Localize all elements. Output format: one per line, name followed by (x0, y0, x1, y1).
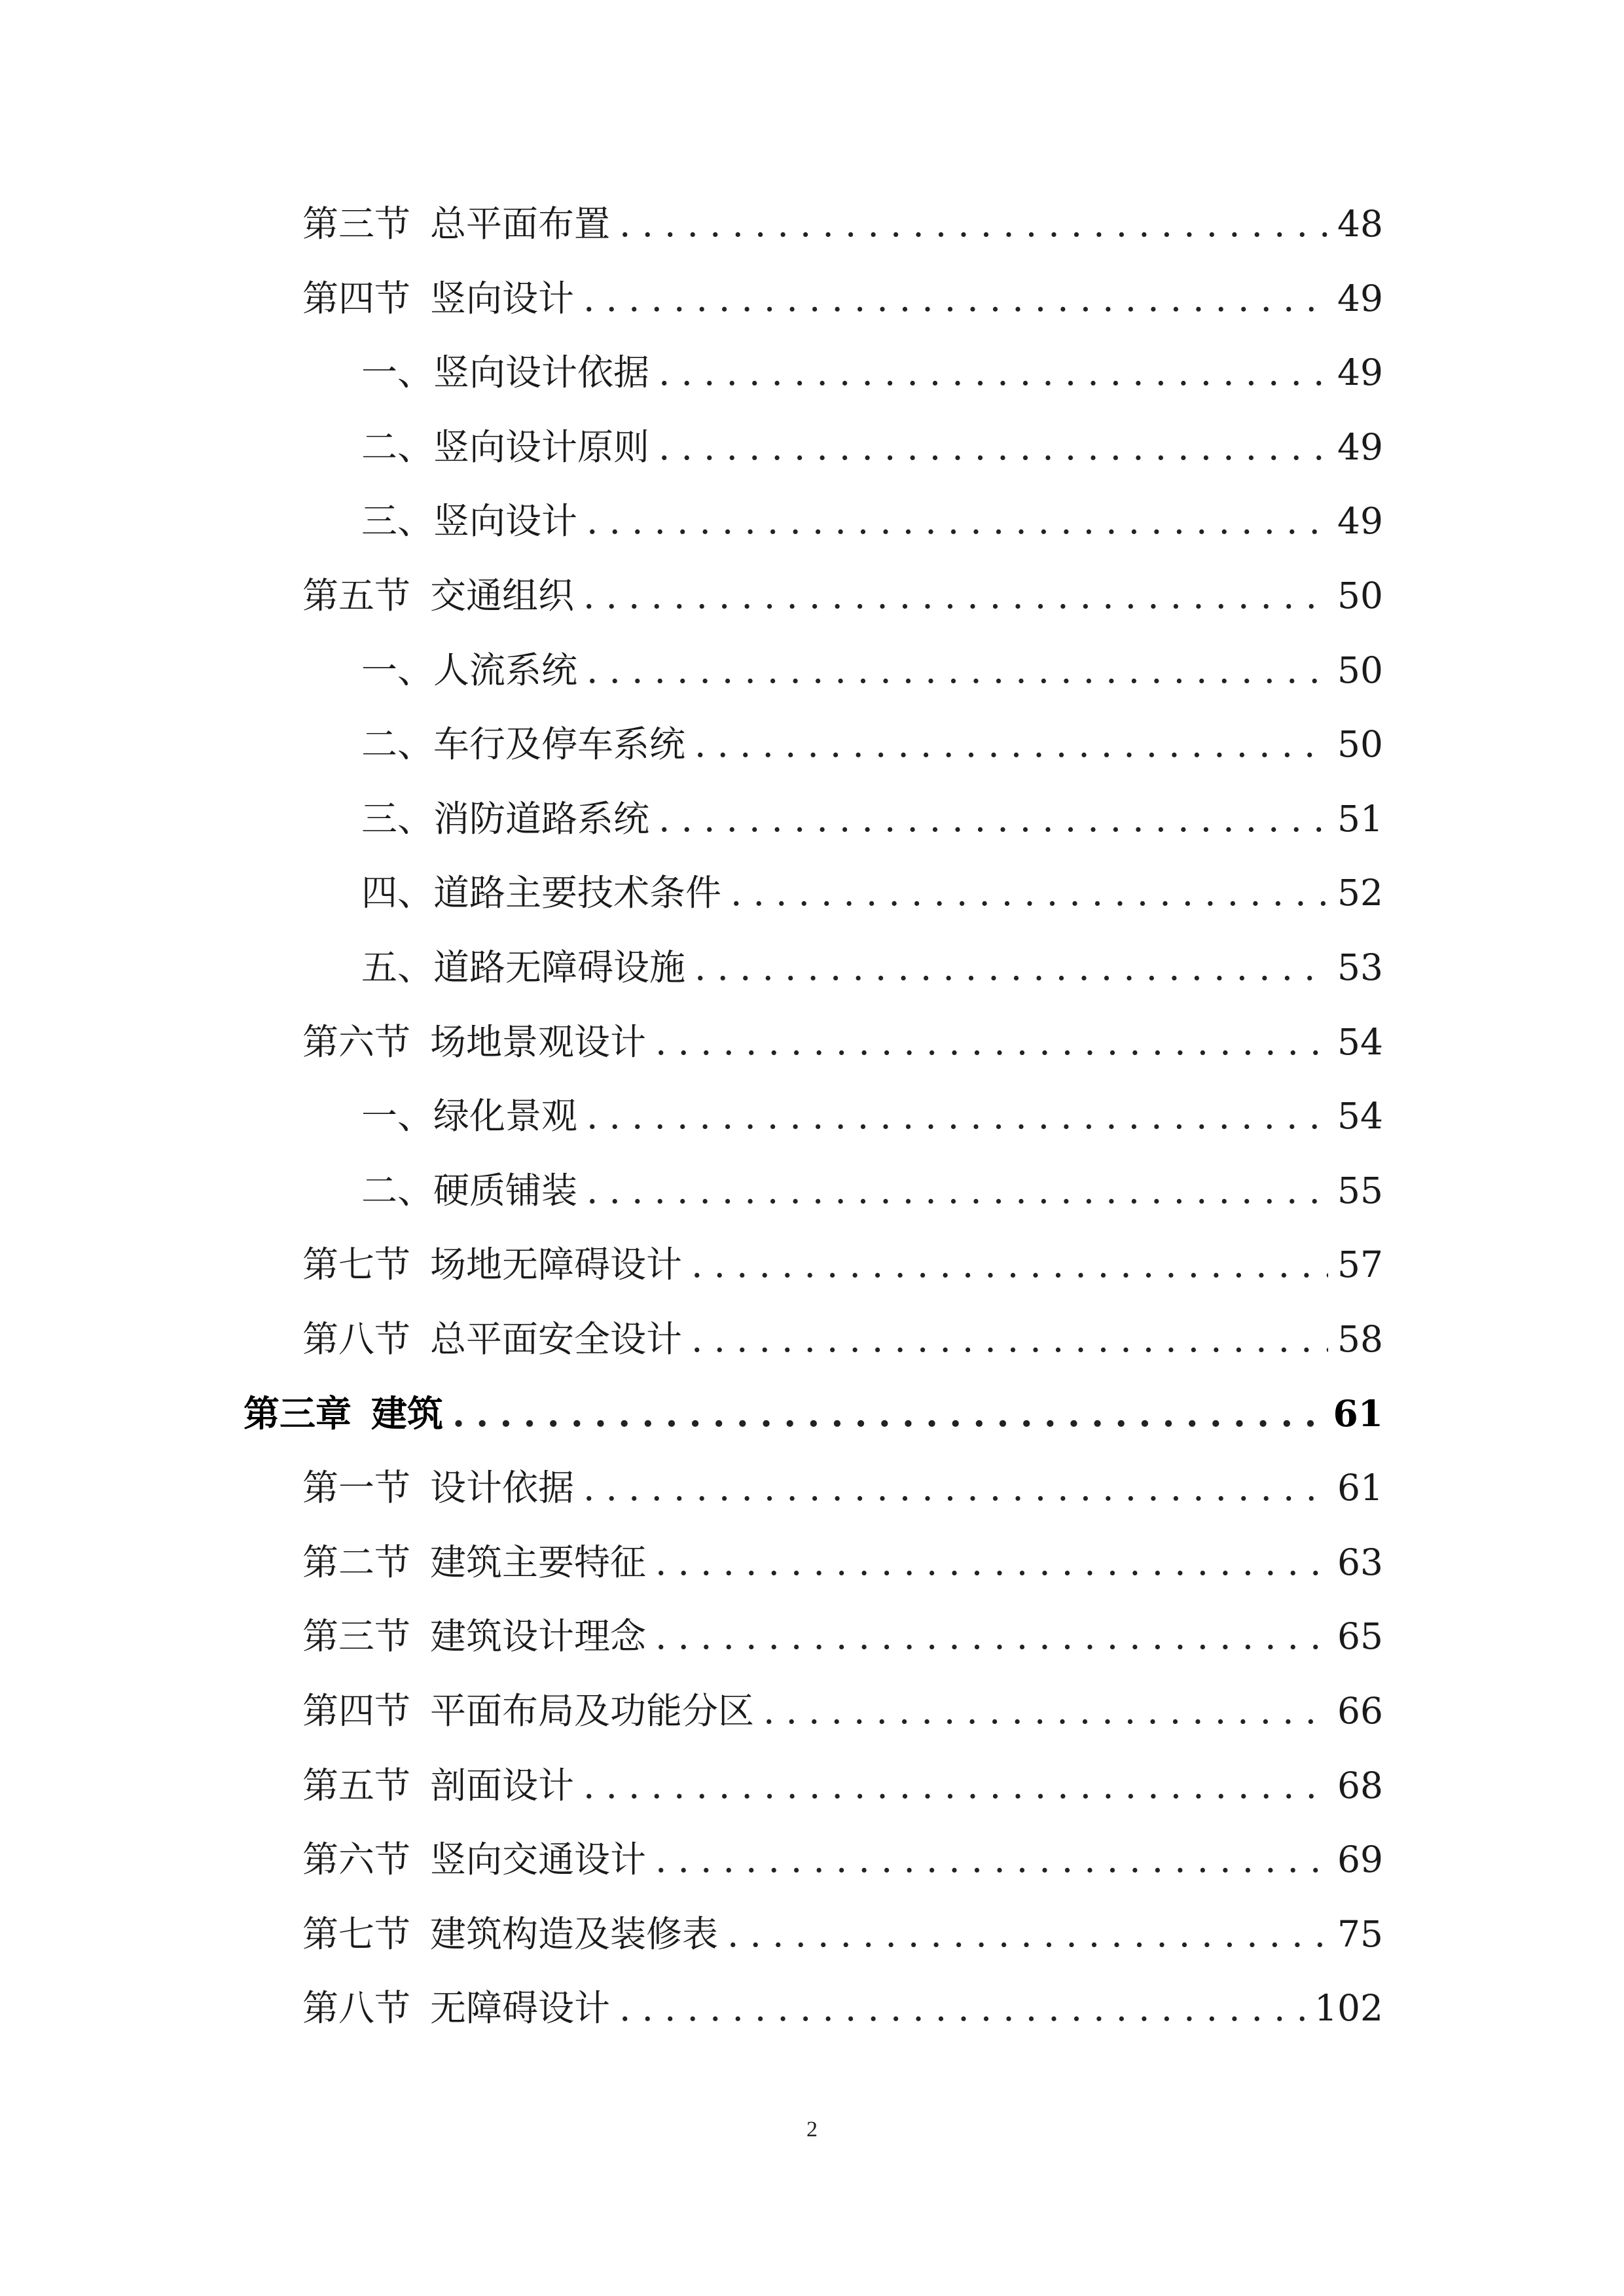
dot-leader (727, 1908, 1328, 1960)
toc-entry-title: 一、人流系统 (361, 649, 578, 691)
toc-entry[interactable] (302, 569, 1383, 622)
dot-leader (619, 198, 1328, 250)
toc-entry-title: 总平面布置 (430, 203, 611, 245)
toc-entry-title: 场地景观设计 (430, 1020, 647, 1063)
toc-entry-number: 第三节 (302, 203, 411, 245)
dot-leader (583, 272, 1328, 325)
toc-entry[interactable] (361, 644, 1383, 696)
toc-entry-label (361, 867, 721, 919)
toc-entry-label (361, 421, 649, 473)
toc-entry-number: 第七节 (302, 1244, 411, 1286)
dot-leader (586, 644, 1328, 696)
toc-entry[interactable] (361, 941, 1383, 994)
toc-entry-page: 53 (1337, 946, 1383, 988)
dot-leader (583, 1759, 1328, 1812)
toc-entry-page: 61 (1337, 1467, 1383, 1509)
toc-entry[interactable] (361, 718, 1383, 770)
dot-leader (619, 1982, 1305, 2034)
toc-entry-title: 建筑设计理念 (430, 1615, 647, 1658)
toc-entry[interactable] (302, 1462, 1383, 1514)
toc-entry[interactable] (361, 1090, 1383, 1142)
toc-entry-label (302, 198, 610, 250)
toc-entry-label (302, 1016, 646, 1068)
toc-entry-page: 68 (1337, 1764, 1383, 1806)
toc-entry-page: 50 (1337, 723, 1383, 766)
toc-entry[interactable] (361, 495, 1383, 547)
toc-entry-page: 63 (1337, 1541, 1383, 1583)
toc-entry-number: 第一节 (302, 1467, 411, 1509)
toc-entry-title: 无障碍设计 (430, 1987, 611, 2030)
dot-leader (583, 569, 1328, 622)
toc-entry-page: 54 (1337, 1020, 1383, 1063)
toc-entry-label (302, 272, 574, 325)
toc-entry[interactable] (302, 272, 1383, 325)
dot-leader (763, 1685, 1328, 1737)
dot-leader (731, 867, 1328, 919)
toc-entry[interactable] (302, 1313, 1383, 1365)
toc-entry-label (302, 1536, 646, 1588)
toc-entry-number: 第二节 (302, 1541, 411, 1583)
toc-entry-number: 第四节 (302, 1690, 411, 1732)
toc-entry-page: 54 (1337, 1095, 1383, 1138)
dot-leader (659, 793, 1328, 845)
toc-entry-label (361, 1164, 577, 1217)
toc-entry-page: 49 (1337, 351, 1383, 394)
toc-entry-number: 第六节 (302, 1020, 411, 1063)
toc-entry-page: 49 (1337, 500, 1383, 543)
toc-entry[interactable] (361, 346, 1383, 399)
toc-entry-title: 剖面设计 (430, 1764, 575, 1806)
toc-entry-label (361, 941, 685, 994)
dot-leader (655, 1016, 1328, 1068)
toc-entry-number: 第八节 (302, 1987, 411, 2030)
toc-entry-label (361, 1090, 577, 1142)
toc-entry-label (361, 495, 577, 547)
toc-entry-label (302, 1610, 646, 1662)
toc-entry-page: 69 (1337, 1839, 1383, 1881)
toc-entry-title: 建筑主要特征 (430, 1541, 647, 1583)
toc-entry[interactable] (361, 421, 1383, 473)
toc-entry-page: 102 (1314, 1987, 1383, 2030)
toc-entry-page: 50 (1337, 649, 1383, 691)
dot-leader (659, 421, 1328, 473)
dot-leader (655, 1833, 1328, 1886)
toc-entry-label (302, 1908, 718, 1960)
toc-entry-page: 61 (1333, 1391, 1383, 1435)
toc-entry-title: 场地无障碍设计 (430, 1244, 683, 1286)
toc-entry-title: 平面布局及功能分区 (430, 1690, 755, 1732)
toc-entry[interactable] (302, 1238, 1383, 1291)
toc-entry-label (361, 644, 577, 696)
toc-entry-page: 48 (1337, 203, 1383, 245)
toc-entry-label (302, 1313, 682, 1365)
toc-entry-number: 第七节 (302, 1912, 411, 1955)
toc-entry-title: 二、竖向设计原则 (361, 425, 650, 468)
toc-entry-label (302, 569, 574, 622)
dot-leader (586, 1090, 1328, 1142)
toc-entry-title: 竖向交通设计 (430, 1839, 647, 1881)
dot-leader (695, 718, 1328, 770)
toc-entry-page: 51 (1337, 797, 1383, 840)
toc-entry-number: 第三节 (302, 1615, 411, 1658)
toc-entry-number: 第五节 (302, 1764, 411, 1806)
toc-entry-number: 第四节 (302, 277, 411, 319)
dot-leader (586, 495, 1328, 547)
toc-entry-label (244, 1388, 443, 1440)
toc-entry-title: 建筑构造及装修表 (430, 1912, 719, 1955)
toc-entry-page: 66 (1337, 1690, 1383, 1732)
toc-entry[interactable] (302, 1536, 1383, 1588)
dot-leader (695, 941, 1328, 994)
dot-leader (655, 1536, 1328, 1588)
toc-entry[interactable] (244, 1388, 1383, 1440)
toc-entry[interactable] (302, 1908, 1383, 1960)
toc-entry-label (302, 1462, 574, 1514)
toc-entry-title: 三、消防道路系统 (361, 797, 650, 840)
toc-entry[interactable] (302, 1759, 1383, 1812)
toc-entry-number: 第三章 (244, 1391, 352, 1435)
toc-entry-number: 第八节 (302, 1318, 411, 1360)
toc-entry-title: 竖向设计 (430, 277, 575, 319)
toc-entry[interactable] (361, 1164, 1383, 1217)
toc-entry-page: 49 (1337, 425, 1383, 468)
toc-entry-number: 第五节 (302, 575, 411, 617)
dot-leader (583, 1462, 1328, 1514)
toc-entry-title: 一、竖向设计依据 (361, 351, 650, 394)
toc-entry-page: 49 (1337, 277, 1383, 319)
toc-entry-title: 二、硬质铺装 (361, 1169, 578, 1211)
toc-entry-page: 57 (1337, 1244, 1383, 1286)
dot-leader (452, 1388, 1324, 1440)
toc-entry-title: 建筑 (371, 1391, 444, 1435)
toc-entry-number: 第六节 (302, 1839, 411, 1881)
toc-entry[interactable] (302, 1982, 1383, 2034)
toc-entry-label (361, 346, 649, 399)
toc-entry-title: 三、竖向设计 (361, 500, 578, 543)
toc-entry[interactable] (361, 793, 1383, 845)
toc-entry[interactable] (361, 867, 1383, 919)
dot-leader (655, 1610, 1328, 1662)
dot-leader (691, 1313, 1328, 1365)
toc-entry-page: 52 (1337, 872, 1383, 914)
toc-entry-label (361, 718, 685, 770)
toc-entry-label (302, 1833, 646, 1886)
toc-entry-page: 50 (1337, 575, 1383, 617)
toc-entry[interactable] (302, 1610, 1383, 1662)
toc-entry[interactable] (302, 1016, 1383, 1068)
toc-entry[interactable] (302, 1685, 1383, 1737)
toc-entry-page: 65 (1337, 1615, 1383, 1658)
toc-entry-title: 五、道路无障碍设施 (361, 946, 686, 988)
toc-entry-page: 75 (1337, 1912, 1383, 1955)
toc-entry-label (361, 793, 649, 845)
toc-entry-title: 总平面安全设计 (430, 1318, 683, 1360)
page-number: 2 (806, 2117, 818, 2142)
toc-entry-title: 交通组织 (430, 575, 575, 617)
dot-leader (659, 346, 1328, 399)
toc-entry[interactable] (302, 198, 1383, 250)
toc-entry-title: 设计依据 (430, 1467, 575, 1509)
toc-entry[interactable] (302, 1833, 1383, 1886)
toc-entry-label (302, 1238, 682, 1291)
toc-entry-title: 二、车行及停车系统 (361, 723, 686, 766)
dot-leader (586, 1164, 1328, 1217)
toc-entry-label (302, 1685, 754, 1737)
dot-leader (691, 1238, 1328, 1291)
toc-entry-label (302, 1759, 574, 1812)
toc-entry-page: 58 (1337, 1318, 1383, 1360)
toc-entry-title: 一、绿化景观 (361, 1095, 578, 1138)
toc-entry-page: 55 (1337, 1169, 1383, 1211)
toc-entry-label (302, 1982, 610, 2034)
toc-entry-title: 四、道路主要技术条件 (361, 872, 722, 914)
